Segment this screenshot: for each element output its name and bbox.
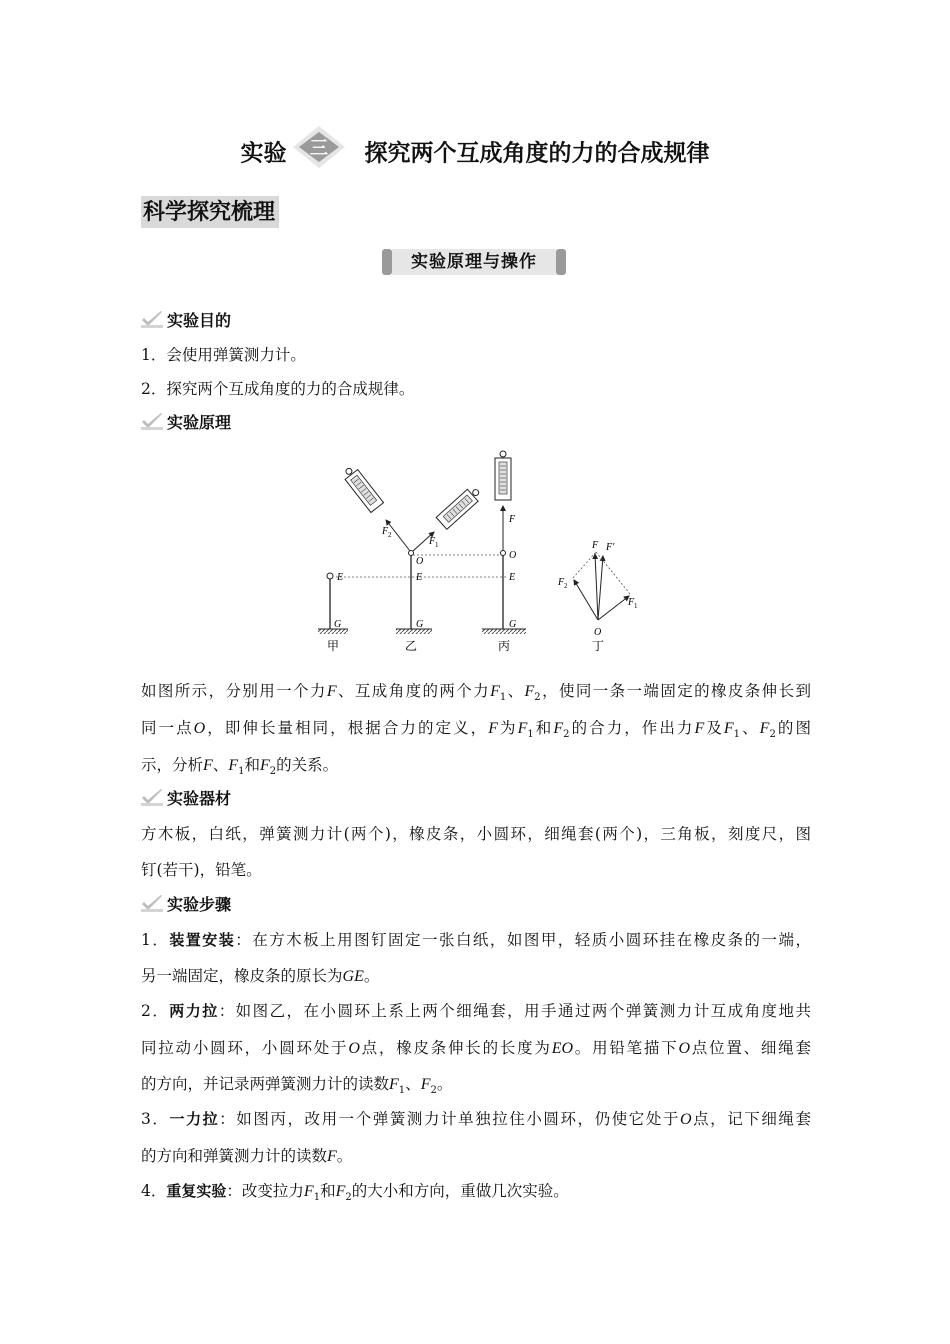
check-icon — [141, 788, 163, 806]
pill-right-bar — [556, 249, 566, 275]
title-main: 探究两个互成角度的力的合成规律 — [364, 140, 710, 167]
label-G: G — [416, 619, 424, 630]
label-F1-sub: 1 — [634, 602, 638, 610]
step-3-line-1: 3．一力拉：如图丙，改用一个弹簧测力计单独拉住小圆环，仍使它处于O点，记下细绳套 — [141, 1110, 811, 1128]
label-F2: F — [382, 526, 389, 537]
label-F: F — [592, 540, 599, 551]
step-2-line-3: 的方向，并记录两弹簧测力计的读数$F_1$、$F_2$。 — [141, 1075, 453, 1097]
label-O: O — [416, 556, 424, 567]
principle-heading-label: 实验原理 — [167, 412, 232, 432]
label-jia: 甲 — [327, 639, 340, 653]
principle-heading — [141, 410, 231, 432]
materials-heading — [141, 786, 231, 808]
section-heading: 科学探究梳理 — [141, 196, 279, 228]
label-yi: 乙 — [405, 639, 418, 653]
step-1-line-2: 另一端固定，橡皮条的原长为GE。 — [141, 967, 380, 985]
step-1-line-1: 1．装置安装：在方木板上用图钉固定一张白纸，如图甲，轻质小圆环挂在橡皮条的一端， — [141, 931, 811, 949]
purpose-heading — [141, 308, 231, 330]
check-icon — [141, 310, 163, 328]
figure-bing — [482, 451, 526, 653]
experiment-figure — [310, 448, 650, 658]
figure-ding — [557, 540, 638, 653]
label-ding: 丁 — [592, 639, 605, 653]
step-4-line-1: 4．重复实验：改变拉力$F_1$和$F_2$的大小和方向，重做几次实验。 — [141, 1182, 569, 1204]
check-icon — [141, 894, 163, 912]
label-bing: 丙 — [498, 639, 511, 653]
label-E: E — [416, 572, 423, 583]
title-prefix: 实验 — [240, 140, 287, 167]
purpose-heading-label: 实验目的 — [167, 310, 232, 330]
purpose-item-2: 2．探究两个互成角度的力的合成规律。 — [141, 380, 415, 398]
purpose-item-1: 1．会使用弹簧测力计。 — [141, 346, 306, 364]
label-F1: F — [429, 536, 436, 547]
figure-yi — [341, 464, 484, 653]
label-Fprime: F′ — [606, 542, 615, 553]
step-2-line-1: 2．两力拉：如图乙，在小圆环上系上两个细绳套，用手通过两个弹簧测力计互成角度地共 — [141, 1002, 811, 1020]
experiment-title — [0, 128, 950, 174]
step-3-line-2: 的方向和弹簧测力计的读数F。 — [141, 1147, 353, 1165]
materials-heading-label: 实验器材 — [167, 788, 232, 808]
label-F1-sub: 1 — [435, 541, 439, 549]
label-G: G — [509, 619, 517, 630]
principle-line-2: 同一点O，即伸长量相同，根据合力的定义，F为$F_1$和$F_2$的合力，作出力F及$F_1$、$F_2$的图 — [141, 719, 811, 741]
steps-heading — [141, 892, 231, 914]
principle-line-3: 示，分析F、$F_1$和$F_2$的关系。 — [141, 756, 339, 778]
label-F2-sub: 2 — [564, 582, 568, 590]
check-icon — [141, 412, 163, 430]
subsection-pill — [382, 249, 566, 275]
experiment-number-badge — [291, 124, 347, 170]
label-F1: F — [628, 597, 635, 608]
figure-jia — [318, 572, 348, 653]
label-O: O — [594, 627, 602, 638]
materials-line-1: 方木板，白纸，弹簧测力计(两个)，橡皮条，小圆环，细绳套(两个)，三角板，刻度尺，图 — [141, 825, 811, 843]
label-F: F — [509, 514, 516, 525]
pill-left-bar — [382, 249, 392, 275]
principle-line-1: 如图所示，分别用一个力F、互成角度的两个力$F_1$、$F_2$，使同一条一端固定的橡皮条伸长到 — [141, 682, 811, 704]
label-O: O — [509, 550, 517, 561]
step-2-line-2: 同拉动小圆环，小圆环处于O点，橡皮条伸长的长度为EO。用铅笔描下O点位置、细绳套 — [141, 1039, 811, 1057]
pill-label: 实验原理与操作 — [392, 249, 556, 275]
label-E: E — [509, 572, 516, 583]
materials-line-2: 钉(若干)，铅笔。 — [141, 861, 262, 879]
badge-number: 三 — [309, 138, 328, 159]
label-E: E — [337, 572, 344, 583]
steps-heading-label: 实验步骤 — [167, 894, 232, 914]
label-F2: F — [558, 577, 565, 588]
label-G: G — [334, 619, 342, 630]
label-F2-sub: 2 — [388, 531, 392, 539]
